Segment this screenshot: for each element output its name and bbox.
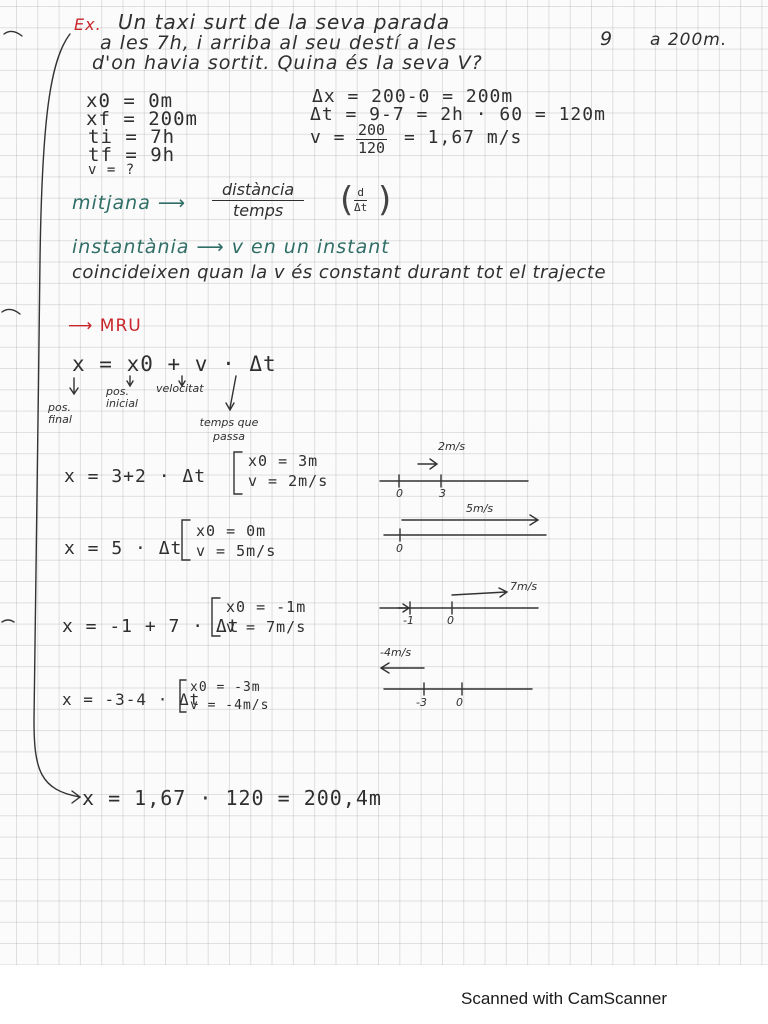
example-2-arrow-label: 5m/s <box>466 502 494 515</box>
instantania-line: instantània ⟶ v en un instant <box>72 236 390 258</box>
mitjana-numerator: distància <box>212 180 304 201</box>
example-2-v: v = 5m/s <box>196 542 277 560</box>
problem-line-2: a les 7h, i arriba al seu destí a les <box>100 32 458 54</box>
example-1-equation: x = 3+2 · Δt <box>64 466 207 487</box>
solution-delta-t: Δt = 9-7 = 2h · 60 = 120m <box>310 104 606 125</box>
mitjana-denominator: temps <box>233 201 284 220</box>
given-tf: tf = 9h <box>88 144 176 166</box>
coincideixen-line: coincideixen quan la v és constant durant tot el trajecte <box>72 262 607 283</box>
example-4-velocity-arrow <box>381 663 424 673</box>
example-4-tick-label: 0 <box>456 696 463 709</box>
example-1-tick-label: 3 <box>439 487 446 500</box>
temps-arrow <box>226 376 236 410</box>
example-3-v: v = 7m/s <box>226 618 307 636</box>
example-2-equation: x = 5 · Δt <box>64 538 183 559</box>
example-4-equation: x = -3-4 · Δt <box>62 690 201 709</box>
mru-heading: ⟶ MRU <box>68 316 142 336</box>
example-4-tick-label: -3 <box>416 696 427 709</box>
problem-line-2-nine: 9 <box>600 28 614 50</box>
solution-v-prefix: v = <box>310 127 346 148</box>
example-4-x0: x0 = -3m <box>190 680 261 695</box>
example-3-origin-arrow <box>398 604 409 612</box>
annotation-pos-inicial: pos. inicial <box>106 385 138 410</box>
example-3-velocity-arrow <box>452 588 507 597</box>
annotation-temps: temps que passa <box>199 416 259 443</box>
example-1-velocity-arrow <box>418 459 437 469</box>
solution-delta-x: Δx = 200-0 = 200m <box>312 86 514 107</box>
given-x0: x0 = 0m <box>86 90 174 112</box>
example-3-arrow-label: 7m/s <box>510 580 538 593</box>
example-1-v: v = 2m/s <box>248 472 329 490</box>
given-xf: xf = 200m <box>86 108 198 130</box>
solution-fraction-denominator: 120 <box>358 139 386 157</box>
problem-line-3: d'on havia sortit. Quina és la seva V? <box>92 52 483 74</box>
velocitat-arrow <box>179 376 185 386</box>
example-1-x0: x0 = 3m <box>248 452 319 470</box>
example-3-equation: x = -1 + 7 · Δt <box>62 616 240 637</box>
mitjana-label: mitjana ⟶ <box>72 192 187 214</box>
example-1-tick-label: 0 <box>396 487 403 500</box>
annotation-pos-final: pos. final <box>48 401 72 426</box>
problem-line-1: Un taxi surt de la seva parada <box>118 10 451 34</box>
example-2-bracket <box>182 520 190 560</box>
given-v: v = ? <box>88 162 136 178</box>
example-3-tick-label: 0 <box>447 614 454 627</box>
example-3-bracket <box>212 598 220 636</box>
example-4-v: v = -4m/s <box>190 698 270 713</box>
solution-v-result: = 1,67 m/s <box>404 127 523 148</box>
example-1-arrow-label: 2m/s <box>438 440 466 453</box>
mitjana-paren-denominator: Δt <box>354 201 368 214</box>
connector-arrow <box>34 34 80 797</box>
example-3-x0: x0 = -1m <box>226 598 307 616</box>
margin-mark <box>4 31 22 36</box>
mru-formula: x = x0 + v · Δt <box>72 352 277 376</box>
example-2-x0: x0 = 0m <box>196 522 267 540</box>
example-label: Ex. <box>74 15 102 34</box>
final-answer: x = 1,67 · 120 = 200,4m <box>82 786 382 810</box>
example-2-tick-label: 0 <box>396 542 403 555</box>
mitjana-paren-close: ) <box>378 180 393 220</box>
example-4-bracket <box>180 680 186 712</box>
pos-final-arrow <box>70 378 78 394</box>
given-ti: ti = 7h <box>88 126 176 148</box>
example-2-velocity-arrow <box>402 515 538 525</box>
mitjana-paren-numerator: d <box>354 186 367 201</box>
pos-inicial-arrow <box>127 376 133 386</box>
scanner-watermark: Scanned with CamScanner <box>461 989 668 1008</box>
example-3-tick-label: -1 <box>403 614 414 627</box>
margin-mark <box>2 620 14 622</box>
mitjana-paren-open: ( <box>340 180 355 220</box>
margin-mark <box>2 309 20 314</box>
solution-fraction-numerator: 200 <box>358 121 386 139</box>
example-1-bracket <box>234 452 242 494</box>
problem-line-2-end: a 200m. <box>650 30 728 50</box>
example-4-arrow-label: -4m/s <box>380 646 412 659</box>
annotation-velocitat: velocitat <box>156 382 204 395</box>
